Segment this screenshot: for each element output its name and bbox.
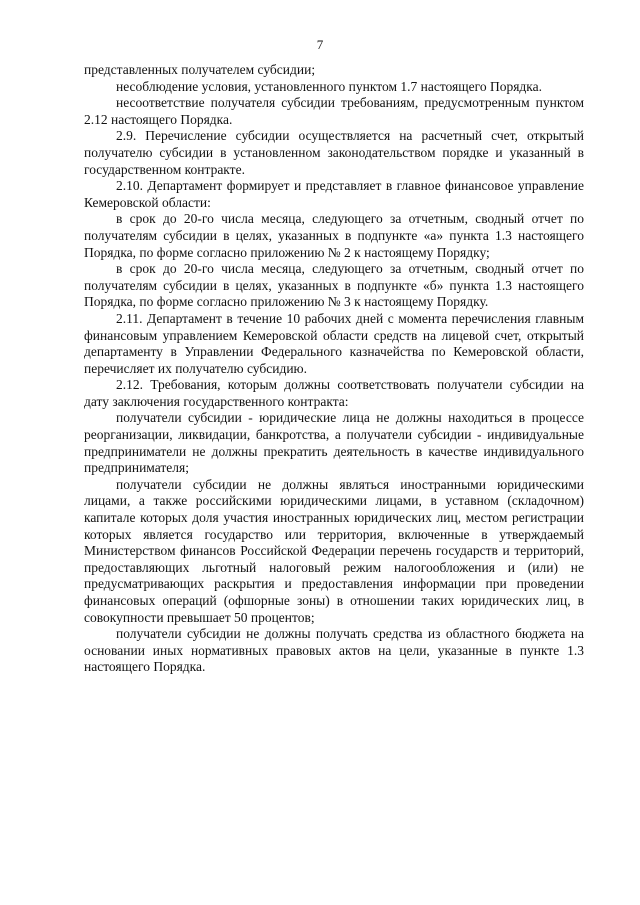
page-number: 7 [316,37,324,52]
paragraph-foreign-entities: получатели субсидии не должны являться иностранными юридическими лицами, а также российскими юридическими лицами, в уставном (складочном) капитале которых доля участия иностранных юридических лиц, местом регистрации которых является государство или территория, включенные в утверждаемый Министерством финансов Российской Федерации перечень государств и территорий, предоставляющих льготный налоговый режим налогообложения и (или) не предусматривающих раскрытия и предоставления информации при проведении финансовых операций (офшорные зоны) в отношении таких юридических лиц, в совокупности превышает 50 процентов; [84,476,584,625]
paragraph-2-12: 2.12. Требования, которым должны соответствовать получатели субсидии на дату заключения государственного контракта: [84,377,584,409]
paragraph-2-9: 2.9. Перечисление субсидии осуществляется на расчетный счет, открытый получателю субсидии в установленном законодательством порядке и указанный в государственном контракте. [84,128,584,177]
paragraph-requirements-mismatch: несоответствие получателя субсидии требованиям, предусмотренным пунктом 2.12 настоящего Порядка. [84,95,584,127]
paragraph-continuation: представленных получателем субсидии; [84,62,316,77]
paragraph-legal-entities: получатели субсидии - юридические лица не должны находиться в процессе реорганизации, ликвидации, банкротства, а получатели субсидии - индивидуальные предприниматели не должны прекратить деятельность в качестве индивидуального предпринимателя; [84,410,584,476]
paragraph-2-10: 2.10. Департамент формирует и представляет в главное финансовое управление Кемеровской области: [84,178,584,210]
paragraph-budget-funds: получатели субсидии не должны получать средства из областного бюджета на основании иных нормативных правовых актов на цели, указанные в пункте 1.3 настоящего Порядка. [84,626,584,675]
paragraph-condition-violation: несоблюдение условия, установленного пунктом 1.7 настоящего Порядка. [116,78,543,94]
paragraph-2-11: 2.11. Департамент в течение 10 рабочих дней с момента перечисления главным финансовым управлением Кемеровской области средств на лицевой счет, открытый департаменту в Управлении Федерального казначейства по Кемеровской области, перечисляет их получателю субсидию. [84,310,584,376]
document-body [84,62,584,676]
paragraph-report-a: в срок до 20-го числа месяца, следующего за отчетным, сводный отчет по получателям субсидии в целях, указанных в подпункте «а» пункта 1.3 настоящего Порядка, по форме согласно приложению № 2 к настоящему Порядку; [84,211,584,260]
paragraph-report-b: в срок до 20-го числа месяца, следующего за отчетным, сводный отчет по получателям субсидии в целях, указанных в подпункте «б» пункта 1.3 настоящего Порядка, по форме согласно приложению № 3 к настоящему Порядку. [84,261,584,310]
